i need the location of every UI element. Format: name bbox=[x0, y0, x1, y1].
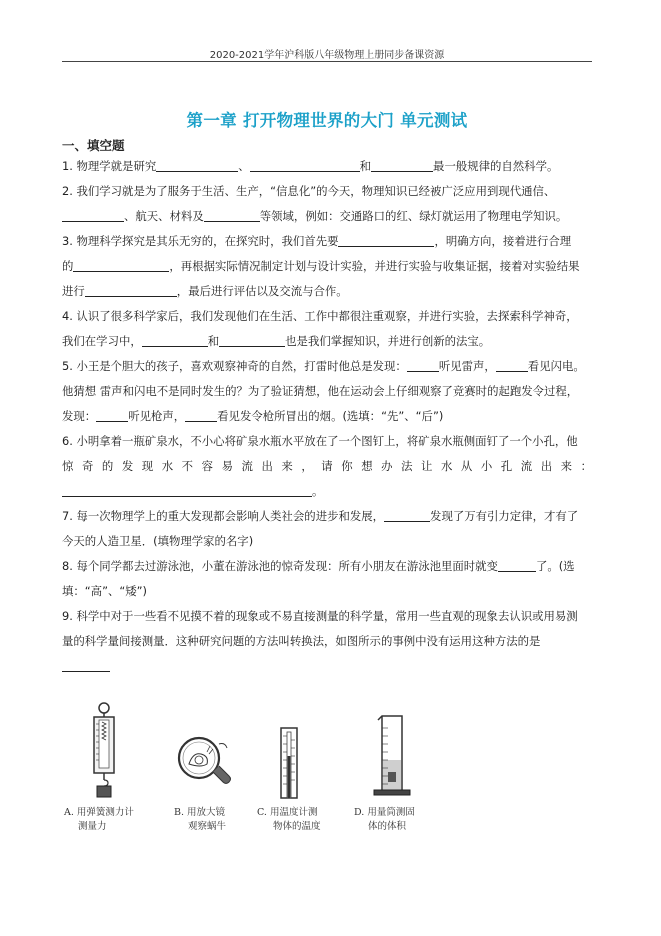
question-list bbox=[62, 154, 592, 679]
answer-blank[interactable] bbox=[62, 657, 110, 672]
answer-blank[interactable] bbox=[219, 332, 285, 347]
header-divider bbox=[62, 61, 592, 62]
question-5: 5. 小王是个胆大的孩子，喜欢观察神奇的自然，打雷时他总是发现： 听见雷声， 看见闪电。 他猜想 雷声和闪电不是同时发生的？为了验证猜想，他在运动会上仔细观察了竞赛时的起跑发令过程， 发现： 听见枪声， 看见发令枪所冒出的烟。(选填：“先”、“后”) bbox=[62, 359, 585, 423]
figure-c-caption: C. 用温度计测 物体的温度 bbox=[257, 807, 321, 832]
figure-a bbox=[62, 700, 162, 800]
figure-d-caption: D. 用量筒测固 体的体积 bbox=[354, 807, 415, 832]
page-title: 第一章 打开物理世界的大门 单元测试 bbox=[186, 111, 468, 130]
answer-blank[interactable] bbox=[407, 357, 439, 372]
thermometer-icon bbox=[267, 700, 367, 800]
answer-blank[interactable] bbox=[96, 407, 128, 422]
answer-blank[interactable] bbox=[204, 207, 260, 222]
page-header: 2020-2021学年沪科版八年级物理上册同步备课资源 bbox=[209, 50, 445, 61]
answer-blank[interactable] bbox=[250, 157, 360, 172]
question-1: 1. 物理学就是研究 、 和 最一般规律的自然科学。 bbox=[62, 159, 559, 173]
question-3: 3. 物理科学探究是其乐无穷的，在探究时，我们首先要 ，明确方向，接着进行合理 的 ，再根据实际情况制定计划与设计实验，并进行实验与收集证据，接着对实验结果 进行 ，最后进行评估以及交流与合作。 bbox=[62, 234, 580, 298]
answer-blank[interactable] bbox=[338, 232, 434, 247]
figure-d bbox=[362, 700, 462, 800]
figure-b-caption: B. 用放大镜 观察蜗牛 bbox=[174, 807, 227, 832]
graduated-cylinder-icon bbox=[362, 700, 462, 800]
magnifier-icon bbox=[167, 700, 267, 800]
answer-blank[interactable] bbox=[142, 332, 208, 347]
answer-blank[interactable] bbox=[498, 557, 536, 572]
answer-blank[interactable] bbox=[62, 207, 124, 222]
question-2: 2. 我们学习就是为了服务于生活、生产，“信息化”的今天，物理知识已经被广泛应用到现代通信、 、航天、材料及 等领域，例如：交通路口的红、绿灯就运用了物理电学知识。 bbox=[62, 184, 568, 223]
answer-blank[interactable] bbox=[185, 407, 217, 422]
answer-blank[interactable] bbox=[496, 357, 528, 372]
question-4: 4. 认识了很多科学家后，我们发现他们在生活、工作中都很注重观察，并进行实验，去探索科学神奇， 我们在学习中， 和 也是我们掌握知识，并进行创新的法宝。 bbox=[62, 309, 578, 348]
figure-c bbox=[267, 700, 367, 800]
section-heading: 一、填空题 bbox=[62, 138, 125, 153]
question-6: 6. 小明拿着一瓶矿泉水，不小心将矿泉水瓶水平放在了一个图钉上，将矿泉水瓶侧面钉了一个小孔，他 惊奇的发现水不容易流出来，请你想办法让水从小孔流出来： 。 bbox=[62, 434, 592, 498]
answer-blank[interactable] bbox=[384, 507, 430, 522]
answer-blank[interactable] bbox=[62, 482, 312, 497]
question-8: 8. 每个同学都去过游泳池，小董在游泳池的惊奇发现：所有小朋友在游泳池里面时就变 了。(选 填：“高”、“矮”) bbox=[62, 559, 575, 598]
answer-blank[interactable] bbox=[371, 157, 433, 172]
figure-a-caption: A. 用弹簧测力计 测量力 bbox=[64, 807, 134, 832]
figure-options bbox=[62, 700, 462, 850]
justified-line: 惊奇的发现水不容易流出来，请你想办法让水从小孔流出来： bbox=[62, 459, 592, 473]
question-9: 9. 科学中对于一些看不见摸不着的现象或不易直接测量的科学量，常用一些直观的现象去认识或用易测 量的科学量间接测量．这种研究问题的方法叫转换法，如图所示的事例中没有运用这种方法的是 bbox=[62, 604, 592, 679]
figure-b bbox=[167, 700, 267, 800]
answer-blank[interactable] bbox=[73, 257, 169, 272]
spring-scale-icon bbox=[62, 700, 162, 800]
answer-blank[interactable] bbox=[85, 282, 177, 297]
question-7: 7. 每一次物理学上的重大发现都会影响人类社会的进步和发展， 发现了万有引力定律，才有了 今天的人造卫星．(填物理学家的名字) bbox=[62, 509, 579, 548]
answer-blank[interactable] bbox=[156, 157, 238, 172]
